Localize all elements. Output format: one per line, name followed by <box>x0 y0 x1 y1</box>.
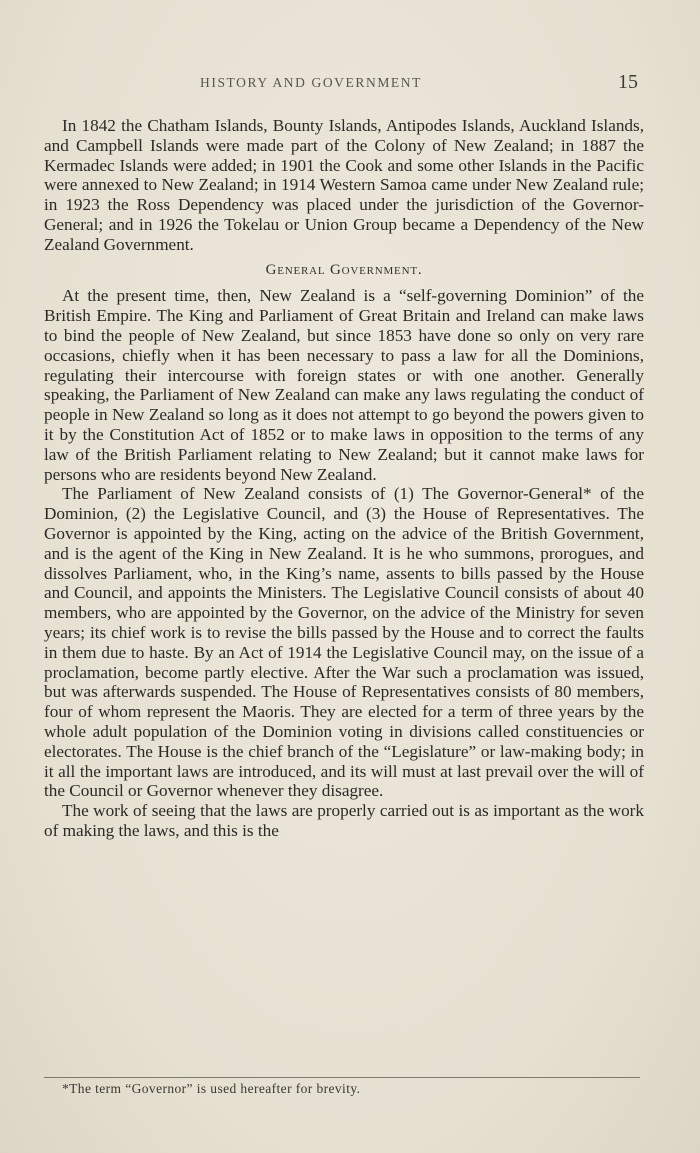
footnote-rule <box>44 1077 640 1078</box>
running-head <box>0 73 700 95</box>
body-text <box>44 116 644 841</box>
paragraph-islands: In 1842 the Chatham Islands, Bounty Islands, Antipodes Islands, Auckland Islands, and Campbell Islands were made part of the Colony of New Zealand; in 1887 the Kermadec Islands were added; in 1901 the Cook and some other Islands in the Pacific were annexed to New Zealand; in 1914 Western Samoa came under New Zealand rule; in 1923 the Ross Dependency was placed under the jurisdiction of the Governor-General; and in 1926 the Tokelau or Union Group became a Dependency of the New Zealand Government. <box>44 116 644 254</box>
paragraph-parliament: The Parliament of New Zealand consists of (1) The Governor-General* of the Dominion, (2) the Legislative Council, and (3) the House of Representatives. The Governor is appointed by the King, acting on the advice of the British Government, and is the agent of the King in New Zealand. It is he who summons, prorogues, and dissolves Parliament, who, in the King’s name, assents to bills passed by the House and Council, and appoints the Ministers. The Legislative Council consists of about 40 members, who are appointed by the Governor, on the advice of the Ministry for seven years; its chief work is to revise the bills passed by the House and to correct the faults in them due to haste. By an Act of 1914 the Legislative Council may, on the issue of a proclamation, become partly elective. After the War such a proclamation was issued, but was afterwards suspended. The House of Representatives consists of 80 members, four of whom represent the Maoris. They are elected for a term of three years by the whole adult population of the Dominion voting in divisions called constituencies or electorates. The House is the chief branch of the “Legislature” or law-making body; in it all the important laws are introduced, and its will must at last prevail over the will of the Council or Governor whenever they disagree. <box>44 484 644 801</box>
page-number: 15 <box>618 71 638 93</box>
paragraph-laws: The work of seeing that the laws are properly carried out is as important as the work of making the laws, and this is the <box>44 801 644 840</box>
footnote: *The term “Governor” is used hereafter for brevity. <box>62 1081 361 1096</box>
running-title: HISTORY AND GOVERNMENT <box>200 75 422 90</box>
paragraph-dominion: At the present time, then, New Zealand is a “self-governing Dominion” of the British Empire. The King and Parliament of Great Britain and Ireland can make laws to bind the people of New Zealand, but since 1853 have done so only on very rare occasions, chiefly when it has been necessary to pass a law for all the Dominions, regulating their intercourse with foreign states or with one another. Generally speaking, the Parliament of New Zealand can make any laws regulating the conduct of people in New Zealand so long as it does not attempt to go beyond the powers given to it by the Constitution Act of 1852 or to make laws in opposition to the terms of any law of the British Parliament relating to New Zealand; but it cannot make laws for persons who are residents beyond New Zealand. <box>44 286 644 484</box>
section-heading: General Government. <box>265 261 423 278</box>
